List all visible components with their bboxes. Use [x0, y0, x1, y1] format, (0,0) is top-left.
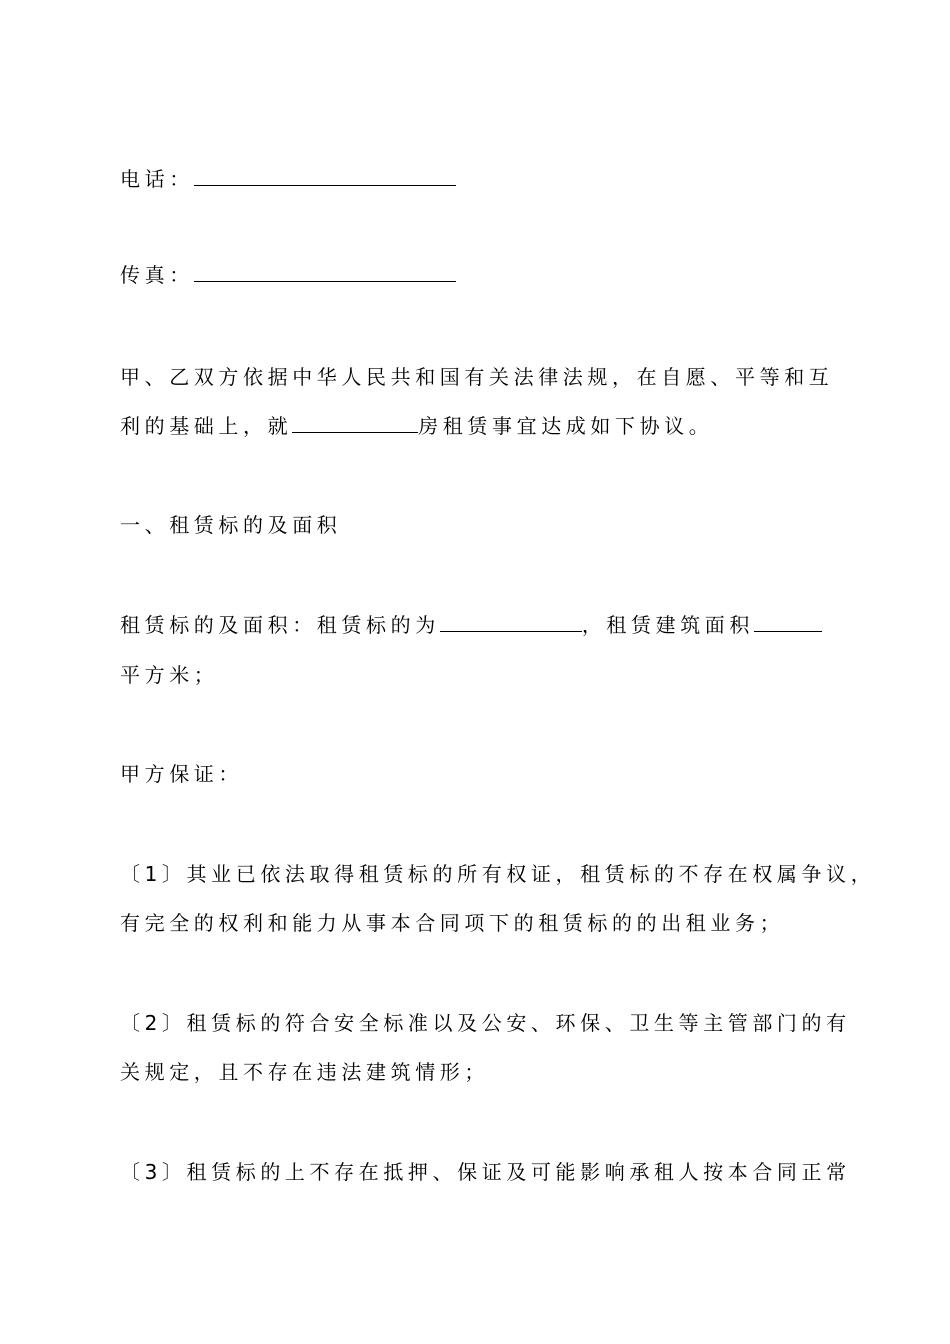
- item-2-line-2: 关规定，且不存在违法建筑情形；: [120, 1060, 489, 1084]
- item-1-line-2: 有完全的权利和能力从事本合同项下的租赁标的的出租业务；: [120, 911, 785, 935]
- area-line-2: 平方米；: [120, 663, 219, 687]
- fax-blank[interactable]: [194, 263, 456, 282]
- fax-label: 传真：: [120, 263, 194, 287]
- phone-blank[interactable]: [194, 167, 456, 186]
- intro-suffix: 房租赁事宜达成如下协议。: [418, 414, 714, 438]
- intro-prefix: 利的基础上，就: [120, 414, 293, 438]
- area-prefix: 租赁标的及面积：租赁标的为: [120, 613, 440, 637]
- area-middle: ，租赁建筑面积: [581, 613, 755, 637]
- phone-line: [120, 167, 456, 191]
- property-blank[interactable]: [292, 414, 418, 433]
- item-2-line-1: 〔2〕租赁标的符合安全标准以及公安、环保、卫生等主管部门的有: [120, 1011, 851, 1035]
- fax-line: [120, 263, 456, 287]
- area-blank[interactable]: [754, 613, 822, 632]
- intro-line-2: [120, 414, 713, 438]
- guarantee-label: 甲方保证：: [120, 762, 243, 786]
- item-1-line-1: 〔1〕其业已依法取得租赁标的所有权证，租赁标的不存在权属争议，: [120, 862, 876, 886]
- phone-label: 电话：: [120, 167, 194, 191]
- area-line-1: [120, 613, 822, 637]
- subject-blank[interactable]: [440, 613, 582, 632]
- intro-line-1: 甲、乙双方依据中华人民共和国有关法律法规，在自愿、平等和互: [120, 365, 834, 389]
- item-3-line-1: 〔3〕租赁标的上不存在抵押、保证及可能影响承租人按本合同正常: [120, 1160, 851, 1184]
- section-1-heading: 一、租赁标的及面积: [120, 513, 342, 537]
